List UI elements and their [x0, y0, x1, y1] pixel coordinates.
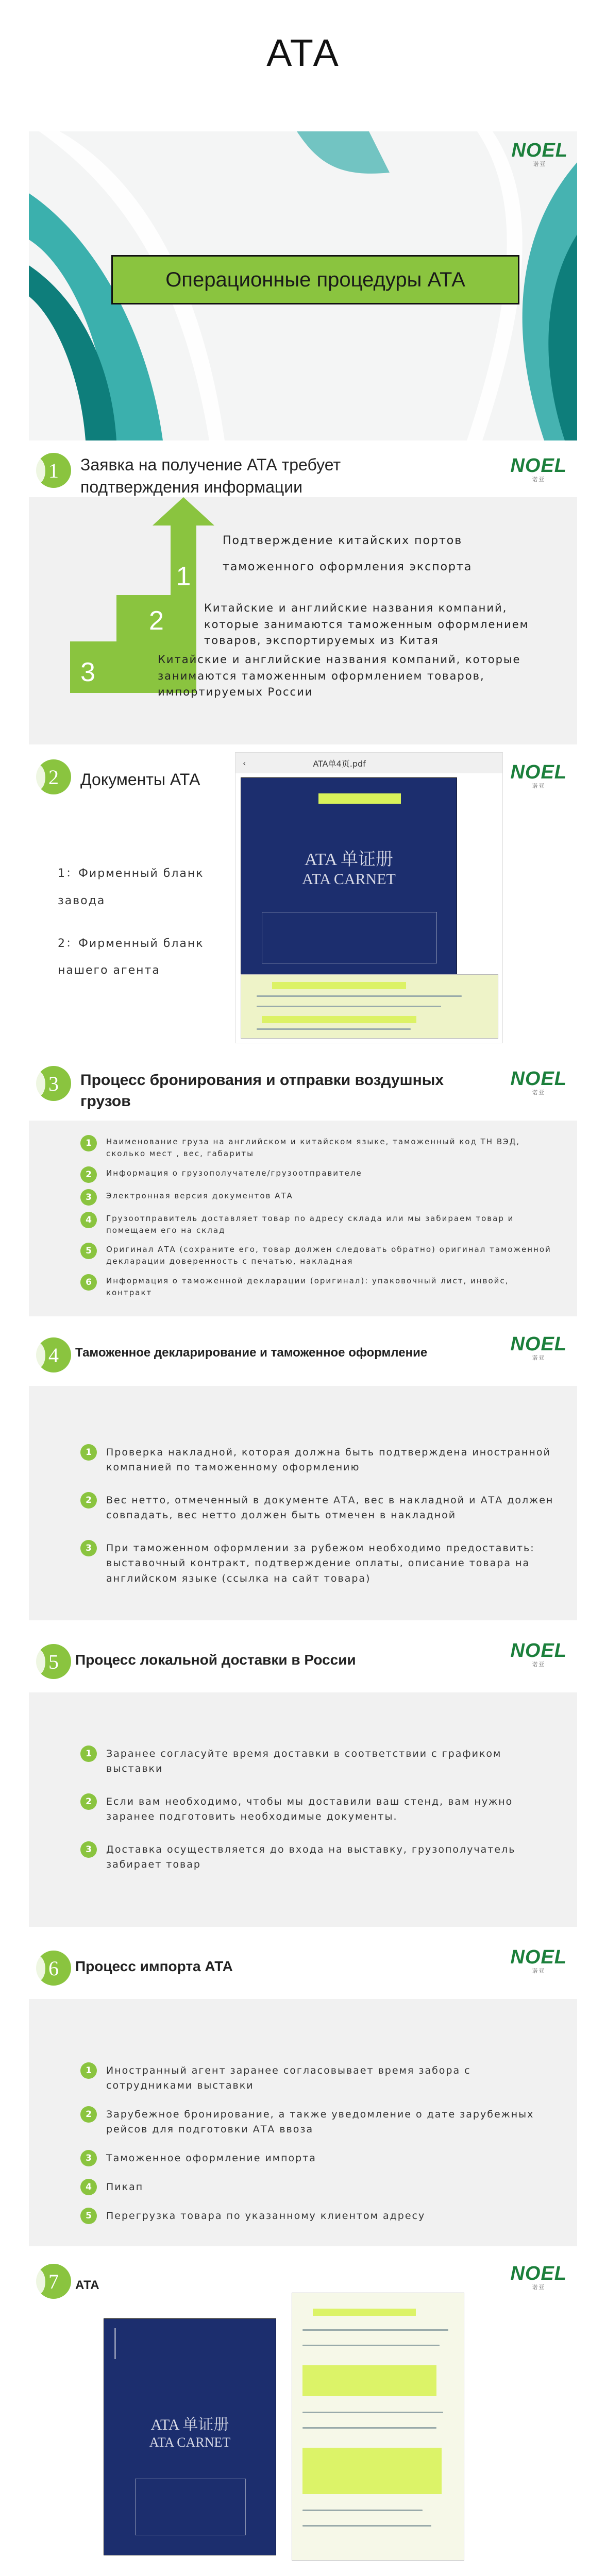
delivery-steps-list — [80, 1747, 557, 1884]
section-title: Заявка на получение АТА требует подтверждения информации — [80, 455, 341, 497]
ata-carnet-cover — [241, 777, 457, 984]
section-number: 2 — [36, 759, 71, 794]
phone-viewer — [235, 752, 503, 1043]
form-highlight — [302, 2365, 436, 2396]
section-title: Процесс бронирования и отправки воздушных грузов — [80, 1072, 444, 1110]
step-number: 3 — [80, 1841, 97, 1858]
hero-title-box — [111, 255, 519, 304]
section-1 — [29, 446, 577, 744]
list-item: 4 Пикап — [80, 2180, 557, 2195]
step-number: 2 — [80, 1166, 97, 1183]
list-item: 1 Наименование груза на английском и китайском языке, таможенный код ТН ВЭД, сколько мест , вес, габариты — [80, 1136, 557, 1160]
step-number: 5 — [80, 1243, 97, 1259]
section-header — [29, 1059, 577, 1121]
step-number: 1 — [80, 1444, 97, 1461]
step-number: 2 — [80, 1793, 97, 1810]
noel-logo: NOEL 诺亚 — [511, 140, 568, 167]
form-line — [302, 2510, 423, 2511]
step-number: 4 — [80, 2179, 97, 2195]
form-highlight — [272, 982, 406, 989]
section-5 — [29, 1631, 577, 1927]
section-number: 7 — [36, 2264, 71, 2299]
carnet-caption-cn: ATA 单证册 — [150, 2416, 229, 2433]
step-number: 3 — [80, 1189, 97, 1206]
section-header — [29, 1937, 577, 1999]
doc-list — [58, 860, 233, 985]
cover-text-block — [135, 2479, 246, 2535]
list-item: 2 Зарубежное бронирование, а также уведомление о дате зарубежных рейсов для подготовки АТА ввоза — [80, 2107, 557, 2138]
cover-header-text — [114, 2328, 197, 2359]
phone-topbar — [235, 753, 502, 773]
form-line — [302, 2525, 431, 2527]
customs-steps-list — [80, 1445, 557, 1598]
stair-text-1: Подтверждение китайских портов таможенного оформления экспорта — [223, 534, 473, 573]
step-number: 3 — [80, 1540, 97, 1556]
section-2 — [29, 752, 577, 1051]
step-number: 6 — [80, 1274, 97, 1291]
page-title: АТА — [266, 31, 340, 74]
hero-title: Операционные процедуры АТА — [165, 268, 465, 291]
section-title: АТА — [75, 2278, 99, 2292]
form-line — [302, 2427, 436, 2429]
step-number: 2 — [80, 2106, 97, 2123]
form-line — [257, 1006, 442, 1007]
noel-logo: NOEL 诺亚 — [510, 1640, 567, 1668]
list-item: 2 Информация о грузополучателе/грузоотправителе — [80, 1167, 557, 1183]
section-6 — [29, 1937, 577, 2246]
form-line — [257, 1028, 411, 1030]
step-number: 3 — [80, 2150, 97, 2166]
section-header — [29, 446, 577, 497]
section-number: 4 — [36, 1337, 71, 1372]
arrow-up-icon — [153, 497, 214, 559]
list-item: 6 Информация о таможенной декларации (оригинал): упаковочный лист, инвойс, контракт — [80, 1275, 557, 1299]
list-item: 3 Доставка осуществляется до входа на выставку, грузополучатель забирает товар — [80, 1842, 557, 1873]
stair-text-3: Китайские и английские названия компаний, которые занимаются таможенным оформлением товаров, импортируемых России — [158, 653, 521, 698]
section-number: 3 — [36, 1066, 71, 1101]
list-item: 3 При таможенном оформлении за рубежом необходимо предоставить: выставочный контракт, подтверждение оплаты, описание товара на английском языке (ссылка на сайт товара) — [80, 1541, 557, 1586]
section-7 — [29, 2257, 577, 2571]
doc-item: 1：Фирменный бланк завода — [58, 867, 204, 907]
carnet-caption-en: ATA CARNET — [149, 2435, 231, 2450]
step-number: 1 — [80, 1745, 97, 1762]
form-highlight — [313, 2309, 416, 2316]
noel-logo: NOEL 诺亚 — [510, 1068, 567, 1096]
form-line — [302, 2329, 448, 2331]
list-item: 5 Оригинал АТА (сохраните его, товар должен следовать обратно) оригинал таможенной декларации доверенность с печатью, накладная — [80, 1244, 557, 1268]
noel-logo: NOEL 诺亚 — [510, 1333, 567, 1361]
list-item: 5 Перегрузка товара по указанному клиентом адресу — [80, 2209, 557, 2224]
form-line — [302, 2412, 443, 2413]
stair-step-1: 1 — [171, 558, 196, 595]
step-number: 4 — [80, 1212, 97, 1228]
form-highlight — [302, 2448, 442, 2494]
form-line — [257, 995, 462, 997]
list-item: 3 Таможенное оформление импорта — [80, 2151, 557, 2166]
ata-carnet-cover — [104, 2318, 276, 2555]
section-title: Документы АТА — [80, 770, 200, 789]
carnet-caption-en: ATA CARNET — [302, 871, 396, 888]
ata-form-page — [292, 2293, 464, 2561]
noel-logo: NOEL 诺亚 — [510, 455, 567, 483]
step-number: 1 — [80, 1135, 97, 1151]
stairs-diagram — [29, 497, 577, 744]
section-number: 5 — [36, 1644, 71, 1679]
section-header — [29, 1324, 577, 1386]
section-3 — [29, 1059, 577, 1316]
noel-logo: NOEL 诺亚 — [510, 1946, 567, 1974]
step-number: 2 — [80, 1492, 97, 1509]
stair-text-2: Китайские и английские названия компаний, которые занимаются таможенным оформлением товаров, экспортируемых из Китая — [204, 602, 529, 647]
list-item: 2 Если вам необходимо, чтобы мы доставили ваш стенд, вам нужно заранее подготовить необходимые документы. — [80, 1794, 557, 1825]
booking-steps-list — [80, 1136, 557, 1306]
section-number: 1 — [36, 453, 71, 488]
hero-banner — [29, 131, 577, 440]
list-item: 1 Заранее согласуйте время доставки в соответствии с графиком выставки — [80, 1747, 557, 1777]
doc-item: 2：Фирменный бланк нашего агента — [58, 937, 204, 977]
stair-step-3: 3 — [70, 641, 196, 693]
list-item: 4 Грузоотправитель доставляет товар по адресу склада или мы забираем товар и помещаем его на склад — [80, 1213, 557, 1237]
import-steps-list — [80, 2063, 557, 2235]
cover-text-block — [262, 912, 437, 963]
form-highlight — [262, 1016, 416, 1023]
stair-step-2: 2 — [116, 595, 196, 641]
back-icon[interactable]: ‹ — [243, 758, 246, 768]
file-name: ATA单4页.pdf — [313, 758, 366, 769]
form-line — [302, 2345, 440, 2346]
ata-form-page — [241, 974, 498, 1039]
section-header — [29, 1631, 577, 1692]
section-title: Процесс локальной доставки в России — [75, 1652, 356, 1668]
step-number: 1 — [80, 2062, 97, 2079]
section-title: Процесс импорта АТА — [75, 1958, 233, 1974]
list-item: 3 Электронная версия документов АТА — [80, 1190, 557, 1206]
step-number: 5 — [80, 2208, 97, 2224]
carnet-caption-cn: ATA 单证册 — [304, 850, 393, 869]
section-number: 6 — [36, 1951, 71, 1986]
cover-highlight — [318, 793, 401, 804]
section-4 — [29, 1324, 577, 1620]
noel-logo: NOEL 诺亚 — [510, 2263, 567, 2291]
noel-logo: NOEL 诺亚 — [510, 761, 567, 789]
list-item: 2 Вес нетто, отмеченный в документе АТА, вес в накладной и АТА должен совпадать, вес нетто должен быть отмечен в накладной — [80, 1493, 557, 1523]
list-item: 1 Иностранный агент заранее согласовывает время забора с сотрудниками выставки — [80, 2063, 557, 2094]
section-title: Таможенное декларирование и таможенное оформление — [75, 1346, 428, 1360]
list-item: 1 Проверка накладной, которая должна быть подтверждена иностранной компанией по таможенному оформлению — [80, 1445, 557, 1476]
